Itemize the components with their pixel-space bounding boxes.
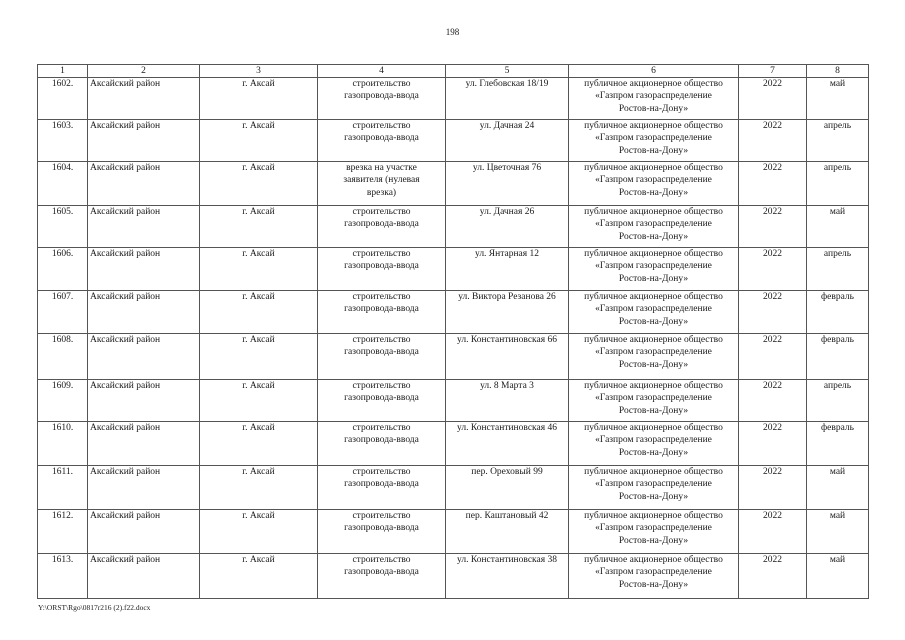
- column-header: 7: [739, 65, 807, 78]
- organization-cell: [569, 466, 739, 510]
- work-type-line: газопровода-ввода: [344, 347, 419, 358]
- month-cell: май: [807, 206, 869, 248]
- month-cell: апрель: [807, 248, 869, 291]
- work-type-line: строительство: [352, 467, 411, 477]
- organization-line: публичное акционерное общество: [584, 292, 723, 302]
- district-cell: Аксайский район: [88, 291, 200, 334]
- organization-line: «Газпром газораспределение: [595, 347, 712, 358]
- row-number: 1606.: [38, 248, 88, 291]
- table-row: [38, 78, 869, 120]
- organization-line: Ростов-на-Дону»: [618, 359, 689, 370]
- city-cell: г. Аксай: [200, 466, 318, 510]
- year-cell: 2022: [739, 291, 807, 334]
- month-cell: февраль: [807, 291, 869, 334]
- organization-cell: [569, 248, 739, 291]
- work-type-line: строительство: [352, 121, 411, 131]
- address-cell: ул. Константиновская 38: [446, 554, 569, 599]
- organization-line: Ростов-на-Дону»: [618, 231, 689, 242]
- row-number: 1602.: [38, 78, 88, 120]
- row-number: 1610.: [38, 422, 88, 466]
- organization-line: Ростов-на-Дону»: [618, 405, 689, 416]
- organization-line: «Газпром газораспределение: [595, 175, 712, 186]
- month-cell: апрель: [807, 120, 869, 162]
- year-cell: 2022: [739, 162, 807, 206]
- table-row: [38, 422, 869, 466]
- work-type-line: газопровода-ввода: [344, 133, 419, 144]
- year-cell: 2022: [739, 510, 807, 554]
- row-number: 1613.: [38, 554, 88, 599]
- work-type-cell: [318, 162, 446, 206]
- table-row: [38, 334, 869, 380]
- city-cell: г. Аксай: [200, 380, 318, 422]
- work-type-cell: [318, 206, 446, 248]
- year-cell: 2022: [739, 248, 807, 291]
- organization-line: Ростов-на-Дону»: [618, 187, 689, 198]
- city-cell: г. Аксай: [200, 78, 318, 120]
- organization-line: публичное акционерное общество: [584, 335, 723, 345]
- row-number: 1604.: [38, 162, 88, 206]
- organization-line: «Газпром газораспределение: [595, 435, 712, 446]
- organization-line: «Газпром газораспределение: [595, 479, 712, 490]
- year-cell: 2022: [739, 380, 807, 422]
- column-header: 3: [200, 65, 318, 78]
- row-number: 1609.: [38, 380, 88, 422]
- row-number: 1608.: [38, 334, 88, 380]
- city-cell: г. Аксай: [200, 120, 318, 162]
- city-cell: г. Аксай: [200, 248, 318, 291]
- month-cell: май: [807, 554, 869, 599]
- organization-line: «Газпром газораспределение: [595, 133, 712, 144]
- column-header: 8: [807, 65, 869, 78]
- organization-line: публичное акционерное общество: [584, 249, 723, 259]
- table-row: [38, 510, 869, 554]
- row-number: 1612.: [38, 510, 88, 554]
- organization-line: публичное акционерное общество: [584, 163, 723, 173]
- city-cell: г. Аксай: [200, 510, 318, 554]
- table-row: [38, 120, 869, 162]
- organization-line: Ростов-на-Дону»: [618, 103, 689, 114]
- organization-cell: [569, 120, 739, 162]
- district-cell: Аксайский район: [88, 78, 200, 120]
- column-header: 1: [38, 65, 88, 78]
- month-cell: май: [807, 78, 869, 120]
- organization-cell: [569, 206, 739, 248]
- month-cell: апрель: [807, 380, 869, 422]
- column-header: 6: [569, 65, 739, 78]
- organization-line: публичное акционерное общество: [584, 467, 723, 477]
- year-cell: 2022: [739, 554, 807, 599]
- work-type-cell: [318, 554, 446, 599]
- organization-line: публичное акционерное общество: [584, 207, 723, 217]
- work-type-line: строительство: [352, 511, 411, 521]
- table-body: [38, 65, 869, 599]
- address-cell: ул. Дачная 24: [446, 120, 569, 162]
- address-cell: ул. Константиновская 46: [446, 422, 569, 466]
- address-cell: пер. Ореховый 99: [446, 466, 569, 510]
- work-type-line: строительство: [352, 292, 411, 302]
- organization-line: Ростов-на-Дону»: [618, 145, 689, 156]
- district-cell: Аксайский район: [88, 120, 200, 162]
- organization-line: публичное акционерное общество: [584, 511, 723, 521]
- table-row: [38, 248, 869, 291]
- address-cell: ул. Дачная 26: [446, 206, 569, 248]
- organization-cell: [569, 380, 739, 422]
- page-number: 198: [445, 27, 460, 37]
- year-cell: 2022: [739, 120, 807, 162]
- work-type-line: строительство: [352, 79, 411, 89]
- row-number: 1611.: [38, 466, 88, 510]
- address-cell: ул. 8 Марта 3: [446, 380, 569, 422]
- organization-line: Ростов-на-Дону»: [618, 579, 689, 590]
- work-type-line: строительство: [352, 381, 411, 391]
- work-type-cell: [318, 334, 446, 380]
- organization-line: «Газпром газораспределение: [595, 393, 712, 404]
- city-cell: г. Аксай: [200, 206, 318, 248]
- work-type-cell: [318, 291, 446, 334]
- district-cell: Аксайский район: [88, 206, 200, 248]
- organization-line: «Газпром газораспределение: [595, 567, 712, 578]
- city-cell: г. Аксай: [200, 162, 318, 206]
- organization-cell: [569, 554, 739, 599]
- work-type-cell: [318, 248, 446, 291]
- district-cell: Аксайский район: [88, 380, 200, 422]
- organization-cell: [569, 162, 739, 206]
- work-type-line: строительство: [352, 335, 411, 345]
- organization-cell: [569, 334, 739, 380]
- year-cell: 2022: [739, 206, 807, 248]
- row-number: 1607.: [38, 291, 88, 334]
- organization-line: Ростов-на-Дону»: [618, 491, 689, 502]
- month-cell: май: [807, 510, 869, 554]
- month-cell: февраль: [807, 334, 869, 380]
- work-type-line: газопровода-ввода: [344, 91, 419, 102]
- address-cell: ул. Виктора Резанова 26: [446, 291, 569, 334]
- organization-cell: [569, 422, 739, 466]
- district-cell: Аксайский район: [88, 248, 200, 291]
- district-cell: Аксайский район: [88, 554, 200, 599]
- organization-line: «Газпром газораспределение: [595, 219, 712, 230]
- table-row: [38, 466, 869, 510]
- city-cell: г. Аксай: [200, 291, 318, 334]
- file-path-footer: Y:\ORST\Rgo\0817r216 (2).f22.docx: [38, 603, 151, 612]
- organization-line: публичное акционерное общество: [584, 381, 723, 391]
- address-cell: пер. Каштановый 42: [446, 510, 569, 554]
- table-row: [38, 162, 869, 206]
- work-type-line: врезка): [366, 187, 397, 198]
- work-type-line: врезка на участке: [346, 163, 417, 173]
- work-type-cell: [318, 422, 446, 466]
- city-cell: г. Аксай: [200, 422, 318, 466]
- organization-line: Ростов-на-Дону»: [618, 273, 689, 284]
- district-cell: Аксайский район: [88, 334, 200, 380]
- table-row: [38, 554, 869, 599]
- work-type-line: газопровода-ввода: [344, 261, 419, 272]
- row-number: 1605.: [38, 206, 88, 248]
- organization-line: Ростов-на-Дону»: [618, 535, 689, 546]
- address-cell: ул. Глебовская 18/19: [446, 78, 569, 120]
- work-type-line: газопровода-ввода: [344, 523, 419, 534]
- work-type-line: газопровода-ввода: [344, 304, 419, 315]
- organization-line: публичное акционерное общество: [584, 423, 723, 433]
- work-type-line: газопровода-ввода: [344, 435, 419, 446]
- district-cell: Аксайский район: [88, 466, 200, 510]
- organization-line: «Газпром газораспределение: [595, 304, 712, 315]
- column-header-row: [38, 65, 869, 78]
- work-type-cell: [318, 120, 446, 162]
- row-number: 1603.: [38, 120, 88, 162]
- address-cell: ул. Константиновская 66: [446, 334, 569, 380]
- work-type-cell: [318, 510, 446, 554]
- district-cell: Аксайский район: [88, 422, 200, 466]
- organization-line: «Газпром газораспределение: [595, 91, 712, 102]
- work-type-line: строительство: [352, 423, 411, 433]
- organization-line: Ростов-на-Дону»: [618, 316, 689, 327]
- work-type-line: газопровода-ввода: [344, 567, 419, 578]
- organization-cell: [569, 510, 739, 554]
- organization-cell: [569, 291, 739, 334]
- work-type-line: заявителя (нулевая: [343, 175, 420, 186]
- column-header: 5: [446, 65, 569, 78]
- column-header: 2: [88, 65, 200, 78]
- organization-line: «Газпром газораспределение: [595, 523, 712, 534]
- organization-line: публичное акционерное общество: [584, 555, 723, 565]
- address-cell: ул. Янтарная 12: [446, 248, 569, 291]
- work-type-line: строительство: [352, 249, 411, 259]
- year-cell: 2022: [739, 334, 807, 380]
- work-type-cell: [318, 466, 446, 510]
- work-type-line: газопровода-ввода: [344, 479, 419, 490]
- city-cell: г. Аксай: [200, 334, 318, 380]
- work-type-line: газопровода-ввода: [344, 219, 419, 230]
- address-cell: ул. Цветочная 76: [446, 162, 569, 206]
- organization-line: Ростов-на-Дону»: [618, 447, 689, 458]
- organization-line: публичное акционерное общество: [584, 79, 723, 89]
- work-type-line: строительство: [352, 207, 411, 217]
- district-cell: Аксайский район: [88, 510, 200, 554]
- year-cell: 2022: [739, 78, 807, 120]
- table-row: [38, 380, 869, 422]
- month-cell: апрель: [807, 162, 869, 206]
- month-cell: февраль: [807, 422, 869, 466]
- organization-cell: [569, 78, 739, 120]
- table-row: [38, 206, 869, 248]
- district-cell: Аксайский район: [88, 162, 200, 206]
- year-cell: 2022: [739, 422, 807, 466]
- organization-line: «Газпром газораспределение: [595, 261, 712, 272]
- work-type-line: газопровода-ввода: [344, 393, 419, 404]
- work-type-line: строительство: [352, 555, 411, 565]
- month-cell: май: [807, 466, 869, 510]
- city-cell: г. Аксай: [200, 554, 318, 599]
- data-table: [37, 64, 869, 599]
- column-header: 4: [318, 65, 446, 78]
- organization-line: публичное акционерное общество: [584, 121, 723, 131]
- work-type-cell: [318, 78, 446, 120]
- work-type-cell: [318, 380, 446, 422]
- year-cell: 2022: [739, 466, 807, 510]
- table-row: [38, 291, 869, 334]
